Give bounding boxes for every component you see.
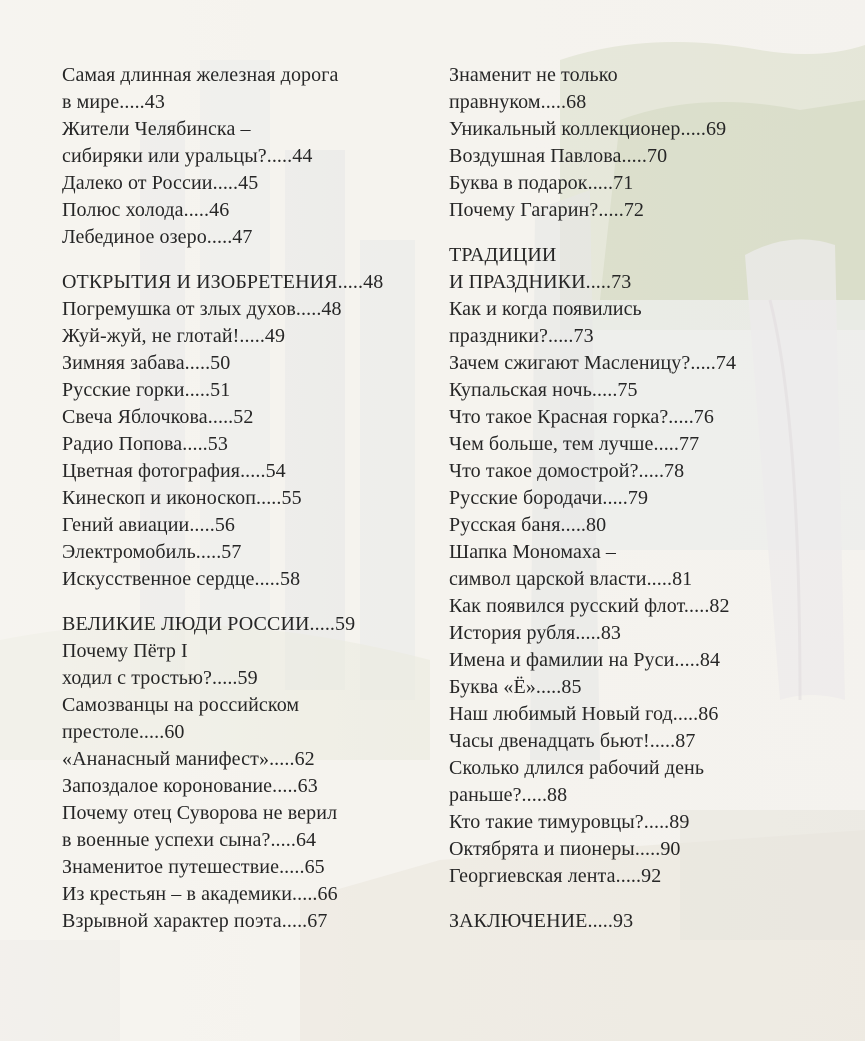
toc-entry: праздники?.....73 xyxy=(449,325,594,347)
toc-left-column xyxy=(62,62,422,935)
toc-entry: Кинескоп и иконоскоп.....55 xyxy=(62,487,302,509)
toc-entry: Знаменит не только xyxy=(449,64,618,86)
toc-entry: Знаменитое путешествие.....65 xyxy=(62,856,325,878)
toc-entry: Что такое домострой?.....78 xyxy=(449,460,685,482)
toc-entry: Наш любимый Новый год.....86 xyxy=(449,703,719,725)
toc-entry: Русские горки.....51 xyxy=(62,379,231,401)
toc-entry: Уникальный коллекционер.....69 xyxy=(449,118,727,140)
toc-entry: Почему Гагарин?.....72 xyxy=(449,199,645,221)
toc-entry: Гений авиации.....56 xyxy=(62,514,236,536)
toc-entry: Зимняя забава.....50 xyxy=(62,352,231,374)
toc-entry: Электромобиль.....57 xyxy=(62,541,242,563)
toc-entry: Лебединое озеро.....47 xyxy=(62,226,253,248)
toc-entry: Георгиевская лента.....92 xyxy=(449,865,662,887)
toc-section-title: ВЕЛИКИЕ ЛЮДИ РОССИИ.....59 xyxy=(62,613,356,635)
toc-entry: Цветная фотография.....54 xyxy=(62,460,286,482)
toc-entry: Погремушка от злых духов.....48 xyxy=(62,298,342,320)
toc-entry: Почему отец Суворова не верил xyxy=(62,802,338,824)
toc-entry: Самая длинная железная дорога xyxy=(62,64,339,86)
toc-entry: сибиряки или уральцы?.....44 xyxy=(62,145,313,167)
toc-entry: Жуй-жуй, не глотай!.....49 xyxy=(62,325,286,347)
toc-entry: Полюс холода.....46 xyxy=(62,199,230,221)
toc-right-column xyxy=(449,62,789,935)
toc-entry: Самозванцы на российском xyxy=(62,694,300,716)
toc-entry: Из крестьян – в академики.....66 xyxy=(62,883,338,905)
toc-entry: Что такое Красная горка?.....76 xyxy=(449,406,715,428)
toc-entry: Свеча Яблочкова.....52 xyxy=(62,406,254,428)
toc-entry: Сколько длился рабочий день xyxy=(449,757,705,779)
toc-entry: правнуком.....68 xyxy=(449,91,587,113)
toc-entry: раньше?.....88 xyxy=(449,784,568,806)
toc-entry: Русская баня.....80 xyxy=(449,514,607,536)
toc-entry: Воздушная Павлова.....70 xyxy=(449,145,668,167)
toc-entry: Чем больше, тем лучше.....77 xyxy=(449,433,700,455)
toc-entry: Как появился русский флот.....82 xyxy=(449,595,730,617)
toc-entry: ходил с тростью?.....59 xyxy=(62,667,258,689)
toc-entry: «Ананасный манифест».....62 xyxy=(62,748,315,770)
toc-entry: Жители Челябинска – xyxy=(62,118,251,140)
toc-entry: в мире.....43 xyxy=(62,91,165,113)
toc-entry: Купальская ночь.....75 xyxy=(449,379,638,401)
toc-entry: Буква в подарок.....71 xyxy=(449,172,634,194)
toc-entry: Октябрята и пионеры.....90 xyxy=(449,838,681,860)
toc-section-title: ТРАДИЦИИ xyxy=(449,244,557,266)
toc-entry: Часы двенадцать бьют!.....87 xyxy=(449,730,696,752)
toc-conclusion: ЗАКЛЮЧЕНИЕ.....93 xyxy=(449,910,634,932)
toc-entry: Имена и фамилии на Руси.....84 xyxy=(449,649,721,671)
toc-entry: История рубля.....83 xyxy=(449,622,622,644)
toc-section-title: И ПРАЗДНИКИ.....73 xyxy=(449,271,632,293)
toc-entry: престоле.....60 xyxy=(62,721,185,743)
toc-entry: Как и когда появились xyxy=(449,298,642,320)
toc-entry: символ царской власти.....81 xyxy=(449,568,693,590)
toc-entry: Искусственное сердце.....58 xyxy=(62,568,301,590)
toc-entry: Кто такие тимуровцы?.....89 xyxy=(449,811,690,833)
toc-entry: Взрывной характер поэта.....67 xyxy=(62,910,328,932)
toc-entry: Зачем сжигают Масленицу?.....74 xyxy=(449,352,737,374)
toc-entry: Буква «Ё».....85 xyxy=(449,676,582,698)
toc-entry: Радио Попова.....53 xyxy=(62,433,228,455)
toc-section-title: ОТКРЫТИЯ И ИЗОБРЕТЕНИЯ.....48 xyxy=(62,271,384,293)
toc-entry: Шапка Мономаха – xyxy=(449,541,617,563)
toc-entry: в военные успехи сына?.....64 xyxy=(62,829,317,851)
toc-entry: Запоздалое коронование.....63 xyxy=(62,775,318,797)
toc-entry: Далеко от России.....45 xyxy=(62,172,259,194)
toc-entry: Русские бородачи.....79 xyxy=(449,487,649,509)
toc-entry: Почему Пётр I xyxy=(62,640,188,662)
